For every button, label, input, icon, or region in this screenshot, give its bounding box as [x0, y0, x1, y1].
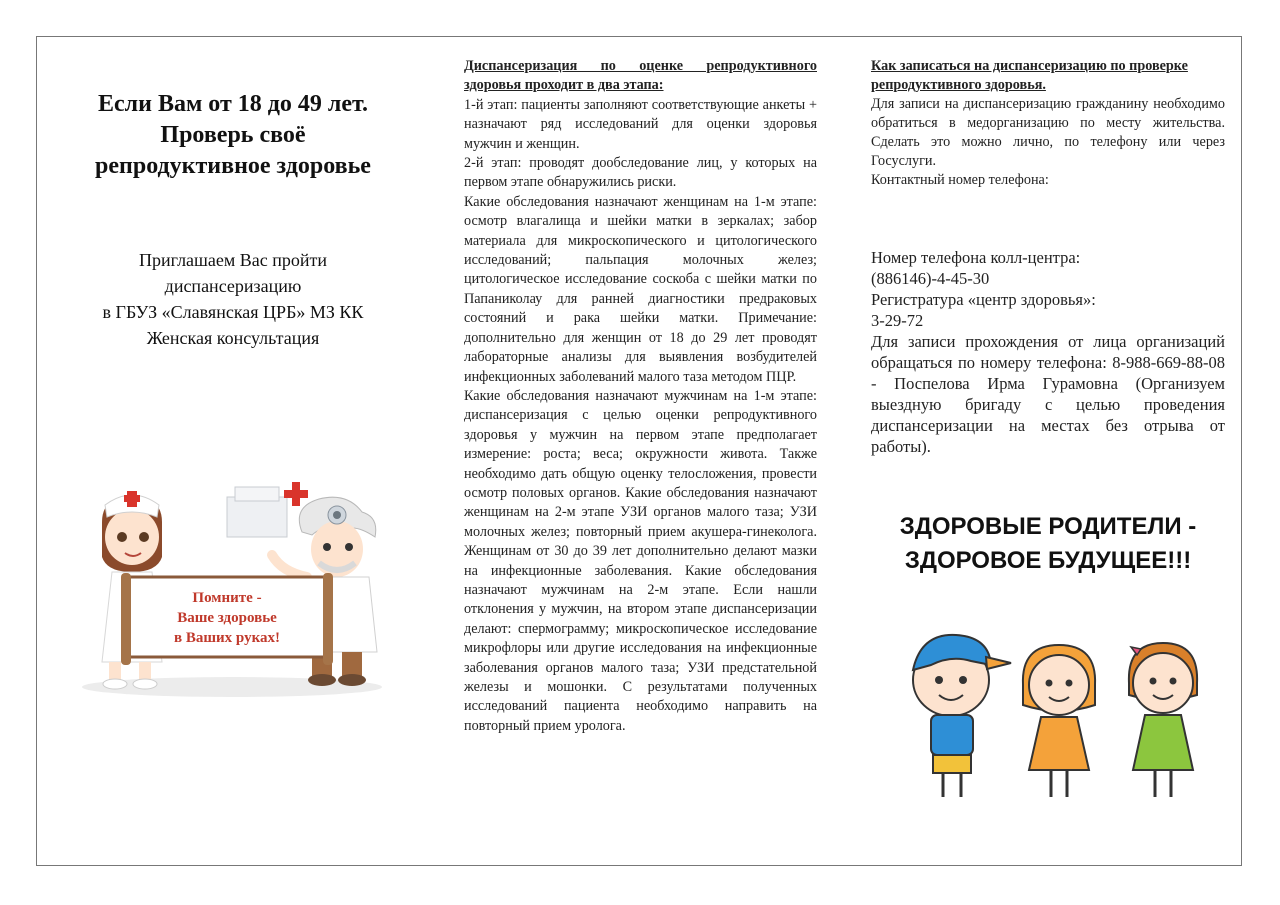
- hospital-icon: [227, 482, 308, 537]
- paragraph-men-and-stage-2: Какие обследования назначают мужчинам на 1-м этапе: диспансеризация с целью оценки репродуктивного здоровья у мужчин на первом этапе предполагает измерение: роста; веса; окружности живота. Также необходимо дать общую оценку телосложения, провести осмотр половых органов. Какие обследования назначают женщинам на 2-м этапе УЗИ органов малого таза; УЗИ молочных желез; повторный прием акушера-гинеколога. Женщинам от 30 до 39 лет дополнительно делают мазки на инфекционные заболевания. Какие обследования назначают мужчинам на 2-м этапе. Если нашли отклонения у мужчин, на втором этапе диспансеризации делают: спермограмму; микроскопическое исследование микрофлоры или другие исследования на инфекционные заболевания органов малого таза; УЗИ предстательной железы и мошонки. С результатами полученных исследований пациента необходимо направить на повторный прием уролога.: [464, 387, 817, 734]
- nurse-and-doctor-illustration: [57, 477, 417, 702]
- section-title-signup: Как записаться на диспансеризацию по проверке репродуктивного здоровья.: [871, 58, 1188, 93]
- girl-orange-figure: [1023, 645, 1095, 797]
- call-center-label: Номер телефона колл-центра:: [871, 248, 1081, 267]
- sign-text-line: Помните -: [192, 590, 262, 606]
- contact-label: Контактный номер телефона:: [871, 172, 1049, 188]
- paragraph-stage-2: 2-й этап: проводят дообследование лиц, у которых на первом этапе обнаружились риски.: [464, 155, 817, 191]
- slogan-line: ЗДОРОВЫЕ РОДИТЕЛИ -: [899, 513, 1197, 540]
- organization-contact: Для записи прохождения от лица организаций обращаться по номеру телефона: 8-988-669-88-08 - Поспелова Ирма Гурамовна (Организуем выездную бригаду с целью проведения диспансеризации на местах без отрыва от работы).: [871, 332, 1225, 456]
- right-column: [871, 57, 1225, 574]
- section-title-screening: Диспансеризация по оценке репродуктивного здоровья проходит в два этапа:: [464, 58, 817, 94]
- call-center-phone: (886146)-4-45-30: [871, 269, 990, 288]
- headline-line: репродуктивное здоровье: [95, 153, 371, 179]
- invite-line: диспансеризацию: [164, 276, 302, 296]
- slogan-line: ЗДОРОВОЕ БУДУЩЕЕ!!!: [904, 547, 1192, 574]
- headline-line: Если Вам от 18 до 49 лет.: [97, 91, 369, 117]
- reminder-sign: [121, 573, 333, 665]
- paragraph-women-stage-1: Какие обследования назначают женщинам на 1-м этапе: осмотр влагалища и шейки матки в зеркалах; забор материала для микроскопического и цитологического исследований; пальпация молочных желез; цитологическое исследование соскоба с шейки матки по Папаниколау для ранней диагностики предраковых состояний и рака шейки матки. Примечание: дополнительно для женщин от 18 до 29 лет проводят лабораторные анализы для выявления возбудителей инфекционных заболеваний малого таза методом ПЦР.: [464, 193, 817, 385]
- brochure-sheet: [36, 36, 1242, 866]
- slogan: [871, 510, 1225, 578]
- invite-line: Приглашаем Вас пройти: [138, 250, 328, 270]
- registry-phone: 3-29-72: [871, 311, 924, 330]
- registry-label: Регистратура «центр здоровья»:: [871, 290, 1096, 309]
- invite-line: в ГБУЗ «Славянская ЦРБ» МЗ КК: [102, 302, 364, 322]
- girl-green-figure: [1129, 643, 1197, 797]
- sign-text-line: Ваше здоровье: [177, 610, 277, 626]
- contacts-block: [871, 247, 1225, 457]
- signup-intro: Для записи на диспансеризацию гражданину необходимо обратиться в медорганизацию по месту жительства. Сделать это можно лично, по телефону или через Госуслуги.: [871, 96, 1225, 169]
- boy-figure: [913, 635, 1011, 797]
- sign-text-line: в Ваших руках!: [174, 630, 280, 646]
- paragraph-stage-1: 1-й этап: пациенты заполняют соответствующие анкеты + назначают ряд исследований для оценки здоровья мужчин и женщин.: [464, 96, 817, 152]
- children-illustration: [891, 625, 1221, 805]
- invite-line: Женская консультация: [146, 328, 320, 348]
- invitation-text: [37, 247, 429, 351]
- headline: [37, 89, 429, 182]
- middle-column: [464, 57, 817, 736]
- headline-line: Проверь своё: [160, 122, 306, 148]
